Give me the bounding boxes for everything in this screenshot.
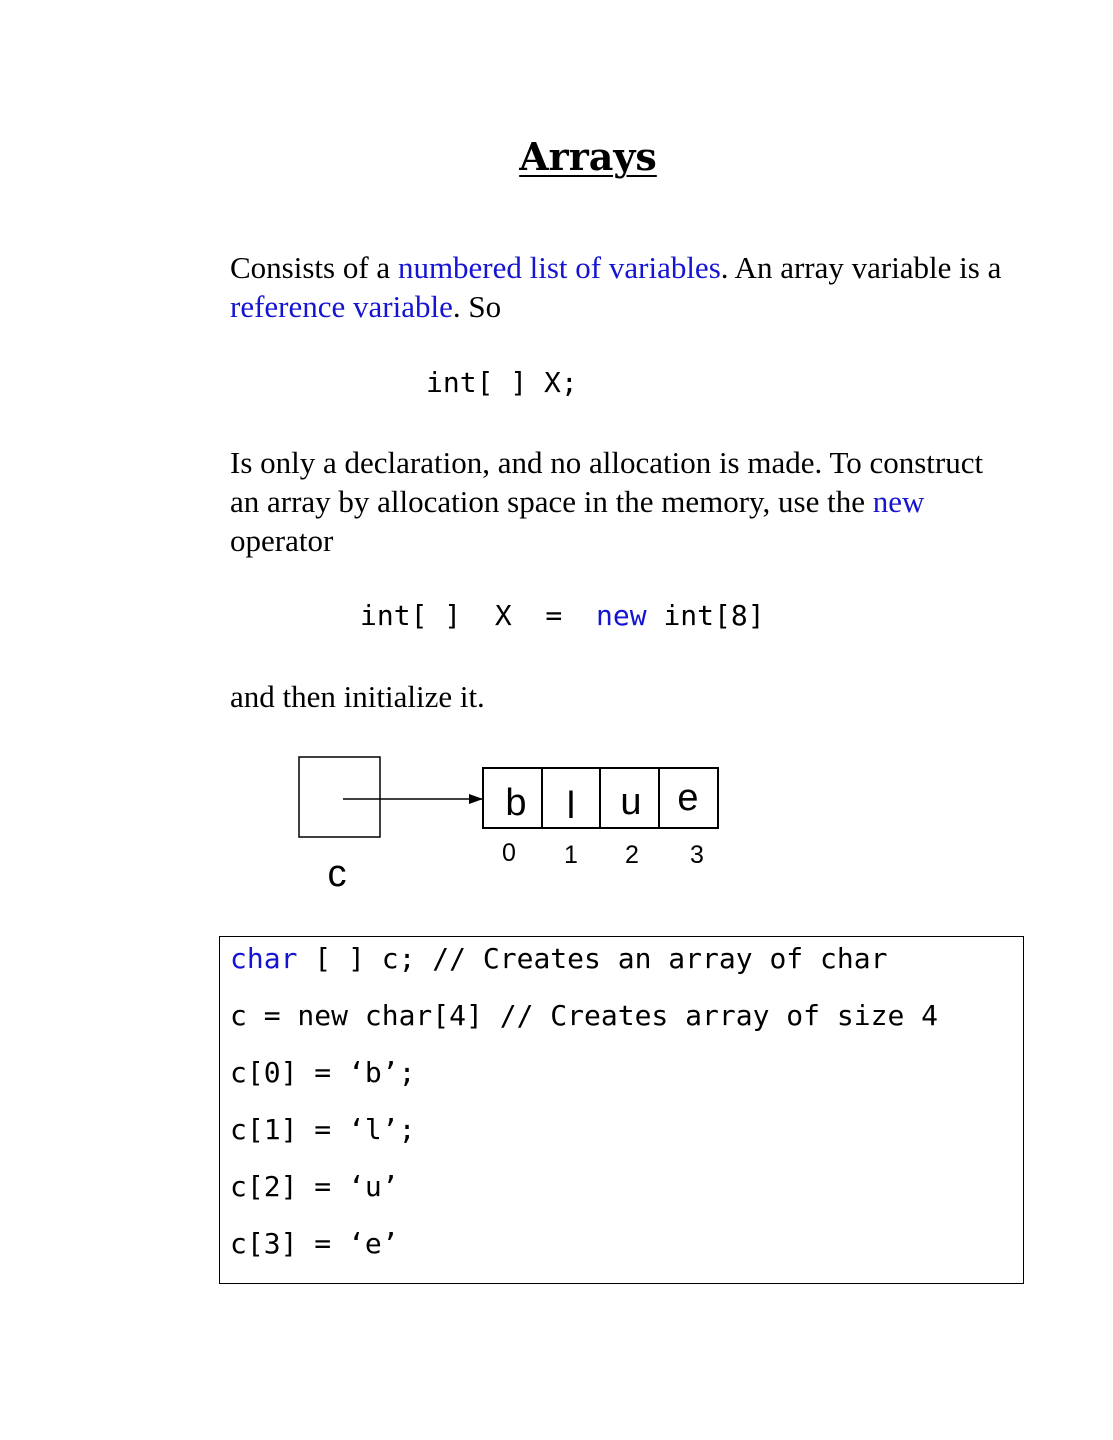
array-index-0: 0 [502,839,516,867]
array-cell-value-3: e [677,777,699,819]
char-keyword: char [230,942,298,975]
code-line-3: c[0] = ‘b’; [230,1056,416,1089]
code-example-box [219,936,1024,1284]
code-line-2: c = new char[4] // Creates array of size 4 [230,999,939,1032]
reference-variable-term: reference variable [230,289,453,324]
code-line-1-rest: [ ] c; // Creates an array of char [297,942,888,975]
page-title: Arrays [519,134,657,179]
new-keyword-term: new [872,484,925,519]
array-index-3: 3 [690,841,704,869]
init-note: and then initialize it. [230,679,485,714]
array-index-1: 1 [564,841,578,869]
intro-text-3: . So [452,289,502,324]
allocation-code-left: int[ ] X = [360,599,597,632]
array-cell-value-0: b [505,782,527,824]
code-line-4: c[1] = ‘l’; [230,1113,416,1146]
array-index-2: 2 [625,841,639,869]
code-line-6: c[3] = ‘e’ [230,1227,399,1260]
declaration-note-end: operator [230,523,334,558]
reference-variable-box [299,757,380,837]
declaration-note-text: Is only a declaration, and no allocation is made. To construct an array by allocation space in the memory, use the [230,445,984,519]
allocation-code-right: int[8] [646,599,765,632]
array-cell-value-1: l [566,785,576,827]
variable-name-label: c [327,853,347,895]
numbered-list-term: numbered list of variables [397,250,721,285]
intro-text-1: Consists of a [230,250,398,285]
code-line-5: c[2] = ‘u’ [230,1170,399,1203]
intro-text-2: . An array variable is a [720,250,1002,285]
array-cell-value-2: u [620,781,642,823]
code-line-1 [230,941,887,977]
allocation-new-keyword: new [596,599,647,632]
declaration-code: int[ ] X; [426,366,578,399]
